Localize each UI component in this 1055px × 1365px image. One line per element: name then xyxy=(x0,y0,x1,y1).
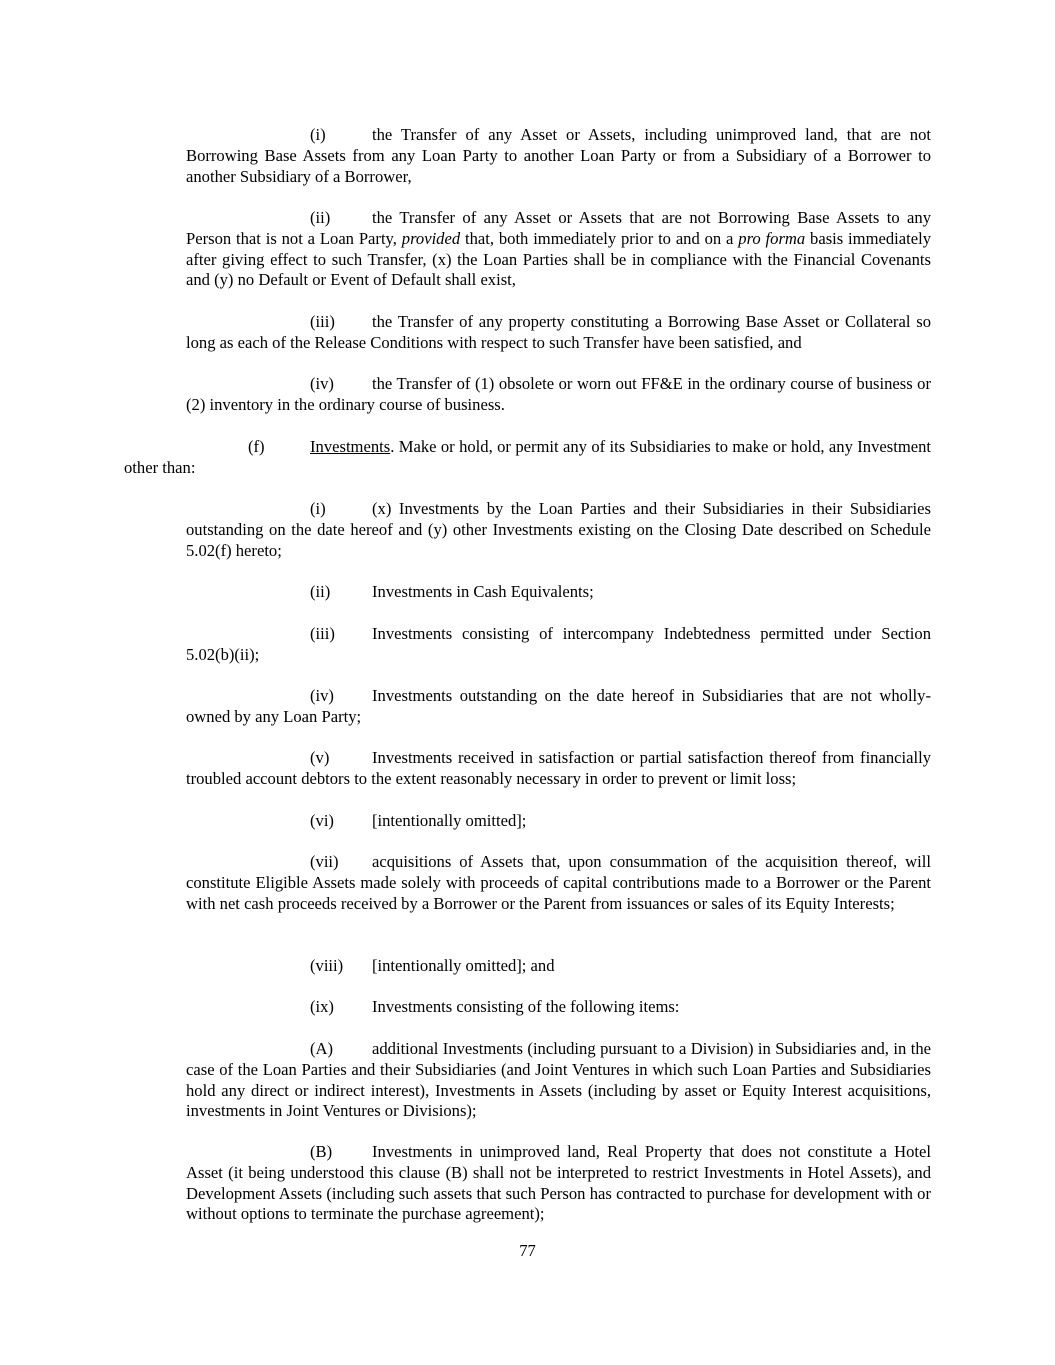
clause-text: the Transfer of any Asset or Assets, including unimproved land, that are not Borrowing Base Assets from any Loan Party to another Loan Party or from a Subsidiary of a Borrower to another Subsidiary of a Borrower, xyxy=(186,125,931,186)
clause-f-ix xyxy=(186,997,931,1018)
clause-text: additional Investments (including pursuant to a Division) in Subsidiaries and, in the case of the Loan Parties and their Subsidiaries (and Joint Ventures in which such Loan Parties and Subsidiaries hold any direct or indirect interest), Investments in Assets (including by asset or Equity Interest acquisitions, investments in Joint Ventures or Divisions); xyxy=(186,1039,931,1121)
clause-f-vi xyxy=(186,811,931,832)
clause-number: (viii) xyxy=(310,956,344,975)
clause-number: (iv) xyxy=(310,374,334,393)
clause-f-ix-A xyxy=(186,1039,931,1122)
section-heading: Investments xyxy=(310,437,391,456)
page-number: 77 xyxy=(519,1241,536,1260)
clause-number: (B) xyxy=(310,1142,333,1161)
clause-f-iii xyxy=(186,624,931,666)
clause-number: (iii) xyxy=(310,312,335,331)
section-number: (f) xyxy=(248,437,265,456)
clause-f-i xyxy=(186,499,931,561)
clause-text: [intentionally omitted]; and xyxy=(372,956,555,975)
clause-number: (v) xyxy=(310,748,330,767)
clause-italic-pro-forma: pro forma xyxy=(738,228,806,248)
clause-number: (vi) xyxy=(310,811,334,830)
clause-text: Investments received in satisfaction or partial satisfaction thereof from financially troubled account debtors to the extent reasonably necessary in order to prevent or limit loss; xyxy=(186,748,931,788)
clause-text-a: the Transfer of any Asset or Assets that are not Borrowing Base Assets to any Person that is not a Loan Party, xyxy=(186,208,931,248)
clause-f-viii xyxy=(186,956,931,977)
clause-text: Investments consisting of the following items: xyxy=(372,997,680,1016)
clause-number: (ii) xyxy=(310,208,331,227)
clause-italic-provided: provided xyxy=(401,228,461,248)
clause-f-ix-B xyxy=(186,1142,931,1225)
clause-e-iii xyxy=(186,312,931,354)
clause-number: (A) xyxy=(310,1039,334,1058)
clause-f-vii xyxy=(186,852,931,914)
clause-text: the Transfer of (1) obsolete or worn out FF&E in the ordinary course of business or (2) inventory in the ordinary course of business. xyxy=(186,374,931,414)
clause-e-iv xyxy=(186,374,931,416)
clause-number: (i) xyxy=(310,499,326,518)
clause-text: Investments outstanding on the date hereof in Subsidiaries that are not wholly-owned by any Loan Party; xyxy=(186,686,931,726)
clause-text: Investments in Cash Equivalents; xyxy=(372,582,594,601)
clause-number: (iii) xyxy=(310,624,335,643)
clause-f-ii xyxy=(186,582,931,603)
clause-number: (ix) xyxy=(310,997,334,1016)
clause-number: (ii) xyxy=(310,582,331,601)
clause-text: Investments consisting of intercompany Indebtedness permitted under Section 5.02(b)(ii); xyxy=(186,624,931,664)
section-text: . Make or hold, or permit any of its Subsidiaries to make or hold, any Investment other than: xyxy=(124,437,931,477)
clause-text: the Transfer of any property constituting a Borrowing Base Asset or Collateral so long as each of the Release Conditions with respect to such Transfer have been satisfied, and xyxy=(186,312,931,352)
clause-text: Investments in unimproved land, Real Property that does not constitute a Hotel Asset (it being understood this clause (B) shall not be interpreted to restrict Investments in Hotel Assets), and Development Assets (including such assets that such Person has contracted to purchase for development with or without options to terminate the purchase agreement); xyxy=(186,1142,931,1224)
clause-number: (i) xyxy=(310,125,326,144)
clause-e-ii xyxy=(186,208,931,291)
clause-text: (x) Investments by the Loan Parties and their Subsidiaries in their Subsidiaries outstanding on the date hereof and (y) other Investments existing on the Closing Date described on Schedule 5.02(f) hereto; xyxy=(186,499,931,560)
clause-text: acquisitions of Assets that, upon consummation of the acquisition thereof, will constitute Eligible Assets made solely with proceeds of capital contributions made to a Borrower or the Parent with net cash proceeds received by a Borrower or the Parent from issuances or sales of its Equity Interests; xyxy=(186,852,931,913)
clause-e-i xyxy=(186,125,931,187)
section-f-investments xyxy=(124,437,931,479)
clause-text: [intentionally omitted]; xyxy=(372,811,527,830)
clause-text-b: that, both immediately prior to and on a xyxy=(460,228,739,248)
clause-text-c: basis immediately after giving effect to such Transfer, (x) the Loan Parties shall be in compliance with the Financial Covenants and (y) no Default or Event of Default shall exist, xyxy=(186,228,931,290)
clause-f-v xyxy=(186,748,931,790)
clause-number: (vii) xyxy=(310,852,339,871)
clause-f-iv xyxy=(186,686,931,728)
clause-number: (iv) xyxy=(310,686,334,705)
